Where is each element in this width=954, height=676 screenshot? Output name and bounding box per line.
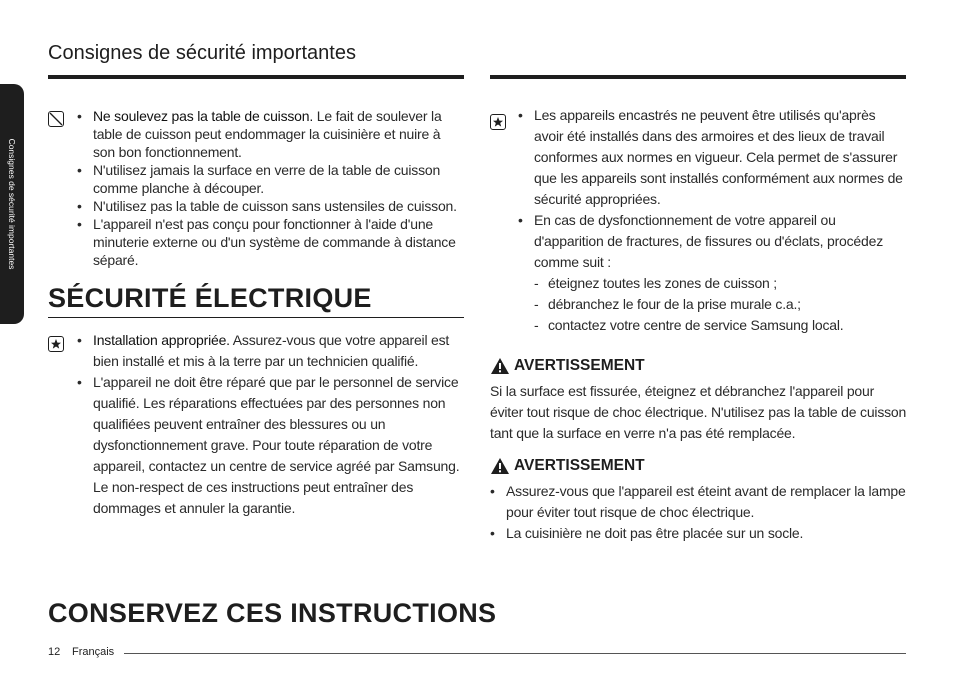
sub-item-text: éteignez toutes les zones de cuisson ; [548,275,777,291]
bullet-text: La cuisinière ne doit pas être placée sur un socle. [506,525,804,541]
page-number: 12 [48,646,61,658]
warning-title: AVERTISSEMENT [514,457,645,474]
warning-heading-1 [490,357,645,375]
sub-item-text: contactez votre centre de service Samsung local. [548,317,844,333]
list-item [77,107,465,161]
prohibit-icon [48,111,64,127]
sub-list-item [534,273,908,294]
bullet-text: Le fait de soulever la table de cuisson peut endommager la cuisinière et nuire à son bon fonctionnement. [93,108,442,160]
header-rule-right [490,75,906,79]
star-icon [48,336,64,352]
bullet-lead: Ne soulevez pas la table de cuisson. [93,108,314,124]
list-item [77,215,465,269]
star-icon [490,114,506,130]
bullet-text: Assurez-vous que l'appareil est éteint avant de remplacer la lampe pour éviter tout risque de choc électrique. [506,483,906,520]
list-item [518,105,908,210]
warning-paragraph: Si la surface est fissurée, éteignez et débranchez l'appareil pour éviter tout risque de choc électrique. N'utilisez pas la table de cuisson tant que la surface en verre n'a pas été remplacée. [490,383,907,441]
warning-title: AVERTISSEMENT [514,357,645,374]
list-item [77,372,465,519]
warning-triangle-icon [490,357,510,375]
sub-step-list [534,273,908,336]
bullet-text: N'utilisez pas la table de cuisson sans ustensiles de cuisson. [93,198,457,214]
list-item [490,523,910,544]
right-bullet-list [518,105,908,336]
bullet-text: N'utilisez jamais la surface en verre de la table de cuisson comme planche à découper. [93,162,441,196]
list-item [77,161,465,197]
bullet-text: L'appareil n'est pas conçu pour fonctionner à l'aide d'une minuterie externe ou d'un système de commande à distance séparé. [93,216,456,268]
list-item [77,197,465,215]
intro-bullet-list [77,107,465,269]
bullet-text: En cas de dysfonctionnement de votre appareil ou d'apparition de fractures, de fissures ou d'éclats, procédez comme suit : [534,212,883,270]
electric-safety-title: SÉCURITÉ ÉLECTRIQUE [48,283,372,313]
electric-title-rule [48,317,464,318]
keep-instructions-title: CONSERVEZ CES INSTRUCTIONS [48,598,497,628]
warning-bullet-list [490,481,910,544]
sub-list-item [534,294,908,315]
warning-triangle-icon [490,457,510,475]
bullet-text: Les appareils encastrés ne peuvent être utilisés qu'après avoir été installés dans des armoires et des lieux de travail conformes aux normes en vigueur. Cela permet de s'assurer que les appareils sont installés conformément aux normes de sécurité appropriées. [534,107,903,207]
page-section-header: Consignes de sécurité importantes [48,42,356,64]
header-rule-left [48,75,464,79]
bullet-text: Assurez-vous que votre appareil est bien installé et mis à la terre par un technicien qualifié. [93,332,450,369]
bullet-lead: Installation appropriée. [93,332,230,348]
bullet-text: L'appareil ne doit être réparé que par le personnel de service qualifié. Les réparations effectuées par des personnes non qualifiées peuvent entraîner des blessures ou un dysfonctionnement grave. Pour toute réparation de votre appareil, contactez un centre de service agréé par Samsung. Le non-respect de ces instructions peut entraîner des dommages et annuler la garantie. [93,374,460,516]
list-item [518,210,908,336]
sub-item-text: débranchez le four de la prise murale c.a.; [548,296,801,312]
list-item [490,481,910,523]
sub-list-item [534,315,908,336]
side-tab-label: Consignes de sécurité importantes [7,138,17,270]
side-tab [0,84,24,324]
list-item [77,330,465,372]
footer-rule [124,653,906,654]
warning-heading-2 [490,457,645,475]
footer-language: Français [72,646,115,658]
electric-bullet-list [77,330,465,519]
